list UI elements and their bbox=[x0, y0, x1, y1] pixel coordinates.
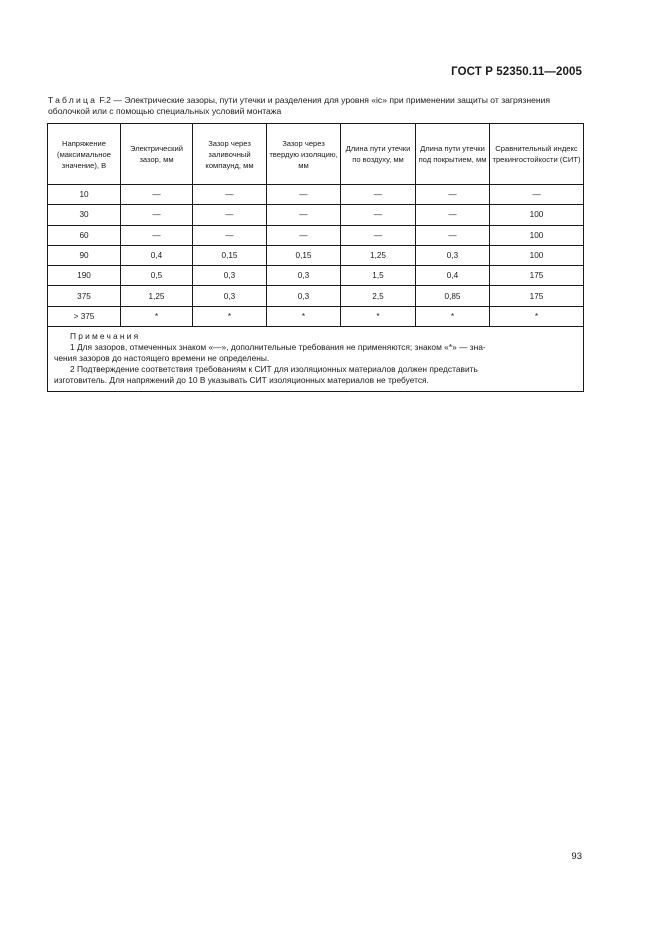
table-cell: 90 bbox=[48, 245, 121, 265]
table-row bbox=[48, 185, 584, 205]
note-2-line-2: изготовитель. Для напряжений до 10 В указывать СИТ изоляционных материалов не требуется. bbox=[54, 375, 429, 386]
table-cell: * bbox=[341, 306, 416, 326]
table-cell: — bbox=[416, 185, 490, 205]
table-cell: 0,3 bbox=[267, 286, 341, 306]
table-row bbox=[48, 286, 584, 306]
header-electrical-clearance: Электрический зазор, мм bbox=[121, 124, 193, 185]
header-voltage: Напряжение (максимальное значение), В bbox=[48, 124, 121, 185]
table-row bbox=[48, 306, 584, 326]
table-cell: — bbox=[193, 205, 267, 225]
table-cell: 100 bbox=[490, 245, 584, 265]
table-cell: 0,3 bbox=[193, 286, 267, 306]
table-cell: 1,5 bbox=[341, 266, 416, 286]
table-cell: 0,4 bbox=[416, 266, 490, 286]
table-cell: 190 bbox=[48, 266, 121, 286]
table-cell: 0,3 bbox=[193, 266, 267, 286]
table-caption-text: F.2 — Электрические зазоры, пути утечки и разделения для уровня «ic» при применении защиты от загрязнения оболочкой или с помощью специальных условий монтажа bbox=[48, 95, 551, 116]
table-cell: — bbox=[341, 225, 416, 245]
table-cell: 10 bbox=[48, 185, 121, 205]
table-cell: — bbox=[121, 185, 193, 205]
table-row bbox=[48, 205, 584, 225]
header-creepage-coating: Длина пути утечки под покрытием, мм bbox=[416, 124, 490, 185]
clearance-table bbox=[47, 123, 584, 392]
table-cell: 1,25 bbox=[341, 245, 416, 265]
table-cell: 60 bbox=[48, 225, 121, 245]
table-cell: 175 bbox=[490, 286, 584, 306]
table-cell: — bbox=[121, 205, 193, 225]
table-cell: — bbox=[121, 225, 193, 245]
table-cell: > 375 bbox=[48, 306, 121, 326]
table-cell: 375 bbox=[48, 286, 121, 306]
note-2-line-1: 2 Подтверждение соответствия требованиям к СИТ для изоляционных материалов должен представить bbox=[70, 364, 478, 375]
table-cell: — bbox=[193, 225, 267, 245]
header-compound-clearance: Зазор через заливочный компаунд, мм bbox=[193, 124, 267, 185]
table-cell: 0,15 bbox=[193, 245, 267, 265]
table-cell: 0,3 bbox=[267, 266, 341, 286]
table-cell: * bbox=[490, 306, 584, 326]
table-caption bbox=[48, 95, 584, 117]
table-cell: 1,25 bbox=[121, 286, 193, 306]
page-number: 93 bbox=[571, 851, 582, 862]
table-cell: 0,5 bbox=[121, 266, 193, 286]
table-cell: * bbox=[121, 306, 193, 326]
table-cell: — bbox=[193, 185, 267, 205]
table-cell: 0,15 bbox=[267, 245, 341, 265]
table-cell: 100 bbox=[490, 225, 584, 245]
table-header-row bbox=[48, 124, 584, 185]
note-1-line-1: 1 Для зазоров, отмеченных знаком «—», дополнительные требования не применяются; знаком «*» — зна- bbox=[70, 342, 486, 353]
table-cell: 0,4 bbox=[121, 245, 193, 265]
note-1-line-2: чения зазоров до настоящего времени не определены. bbox=[54, 353, 270, 364]
table-cell: — bbox=[267, 185, 341, 205]
notes-row bbox=[48, 327, 584, 392]
table-cell: 175 bbox=[490, 266, 584, 286]
table-cell: * bbox=[267, 306, 341, 326]
table-cell: — bbox=[267, 205, 341, 225]
table-cell: * bbox=[416, 306, 490, 326]
notes-cell bbox=[48, 327, 584, 392]
table-row bbox=[48, 245, 584, 265]
header-cti: Сравнительный индекс трекингостойкости (СИТ) bbox=[490, 124, 584, 185]
document-code: ГОСТ Р 52350.11—2005 bbox=[451, 66, 582, 78]
table-cell: 0,85 bbox=[416, 286, 490, 306]
table-cell: 30 bbox=[48, 205, 121, 225]
table-cell: * bbox=[193, 306, 267, 326]
table-cell: — bbox=[341, 205, 416, 225]
table-cell: — bbox=[416, 205, 490, 225]
table-cell: 0,3 bbox=[416, 245, 490, 265]
notes-title: Примечания bbox=[70, 331, 141, 342]
header-solid-insulation-clearance: Зазор через твердую изоляцию, мм bbox=[267, 124, 341, 185]
table-cell: 100 bbox=[490, 205, 584, 225]
header-creepage-air: Длина пути утечки по воздуху, мм bbox=[341, 124, 416, 185]
table-row bbox=[48, 225, 584, 245]
table-cell: — bbox=[416, 225, 490, 245]
table-caption-label: Таблица bbox=[48, 95, 98, 105]
table-cell: — bbox=[341, 185, 416, 205]
table-cell: 2,5 bbox=[341, 286, 416, 306]
table-row bbox=[48, 266, 584, 286]
table-cell: — bbox=[267, 225, 341, 245]
table-cell: — bbox=[490, 185, 584, 205]
